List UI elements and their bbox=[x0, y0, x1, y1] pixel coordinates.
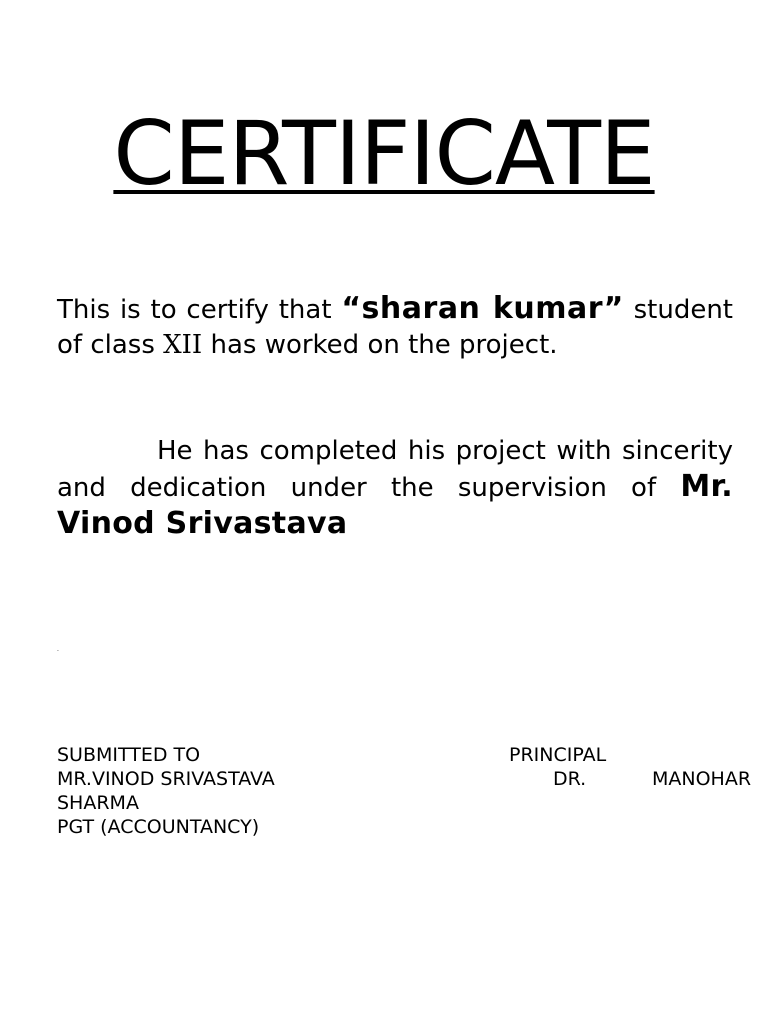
certify-tail: has worked on the project. bbox=[210, 330, 558, 360]
principal-label: PRINCIPAL bbox=[509, 744, 607, 766]
submitted-to-label: SUBMITTED TO bbox=[57, 744, 201, 766]
submitted-to-name: MR.VINOD SRIVASTAVA bbox=[57, 768, 275, 790]
submitted-to-designation: PGT (ACCOUNTANCY) bbox=[57, 816, 260, 838]
completion-text: He has completed his project with sincerity and dedication under the supervision of bbox=[57, 436, 733, 503]
stray-dot: . bbox=[57, 646, 59, 653]
student-name: “sharan kumar” bbox=[341, 291, 624, 326]
certify-lead: This is to certify that bbox=[57, 295, 332, 325]
supervisor-name: Mr. Vinod Srivastava bbox=[57, 469, 733, 541]
certificate-title bbox=[0, 104, 768, 204]
certify-paragraph bbox=[57, 291, 733, 363]
completion-paragraph bbox=[57, 434, 733, 543]
title-text: CERTIFICATE bbox=[113, 102, 655, 205]
class-value: XII bbox=[163, 330, 203, 360]
class-lead: student of class bbox=[57, 295, 734, 360]
principal-first-name: MANOHAR bbox=[652, 768, 752, 790]
principal-last-name: SHARMA bbox=[57, 792, 139, 814]
principal-title: DR. bbox=[553, 768, 587, 790]
